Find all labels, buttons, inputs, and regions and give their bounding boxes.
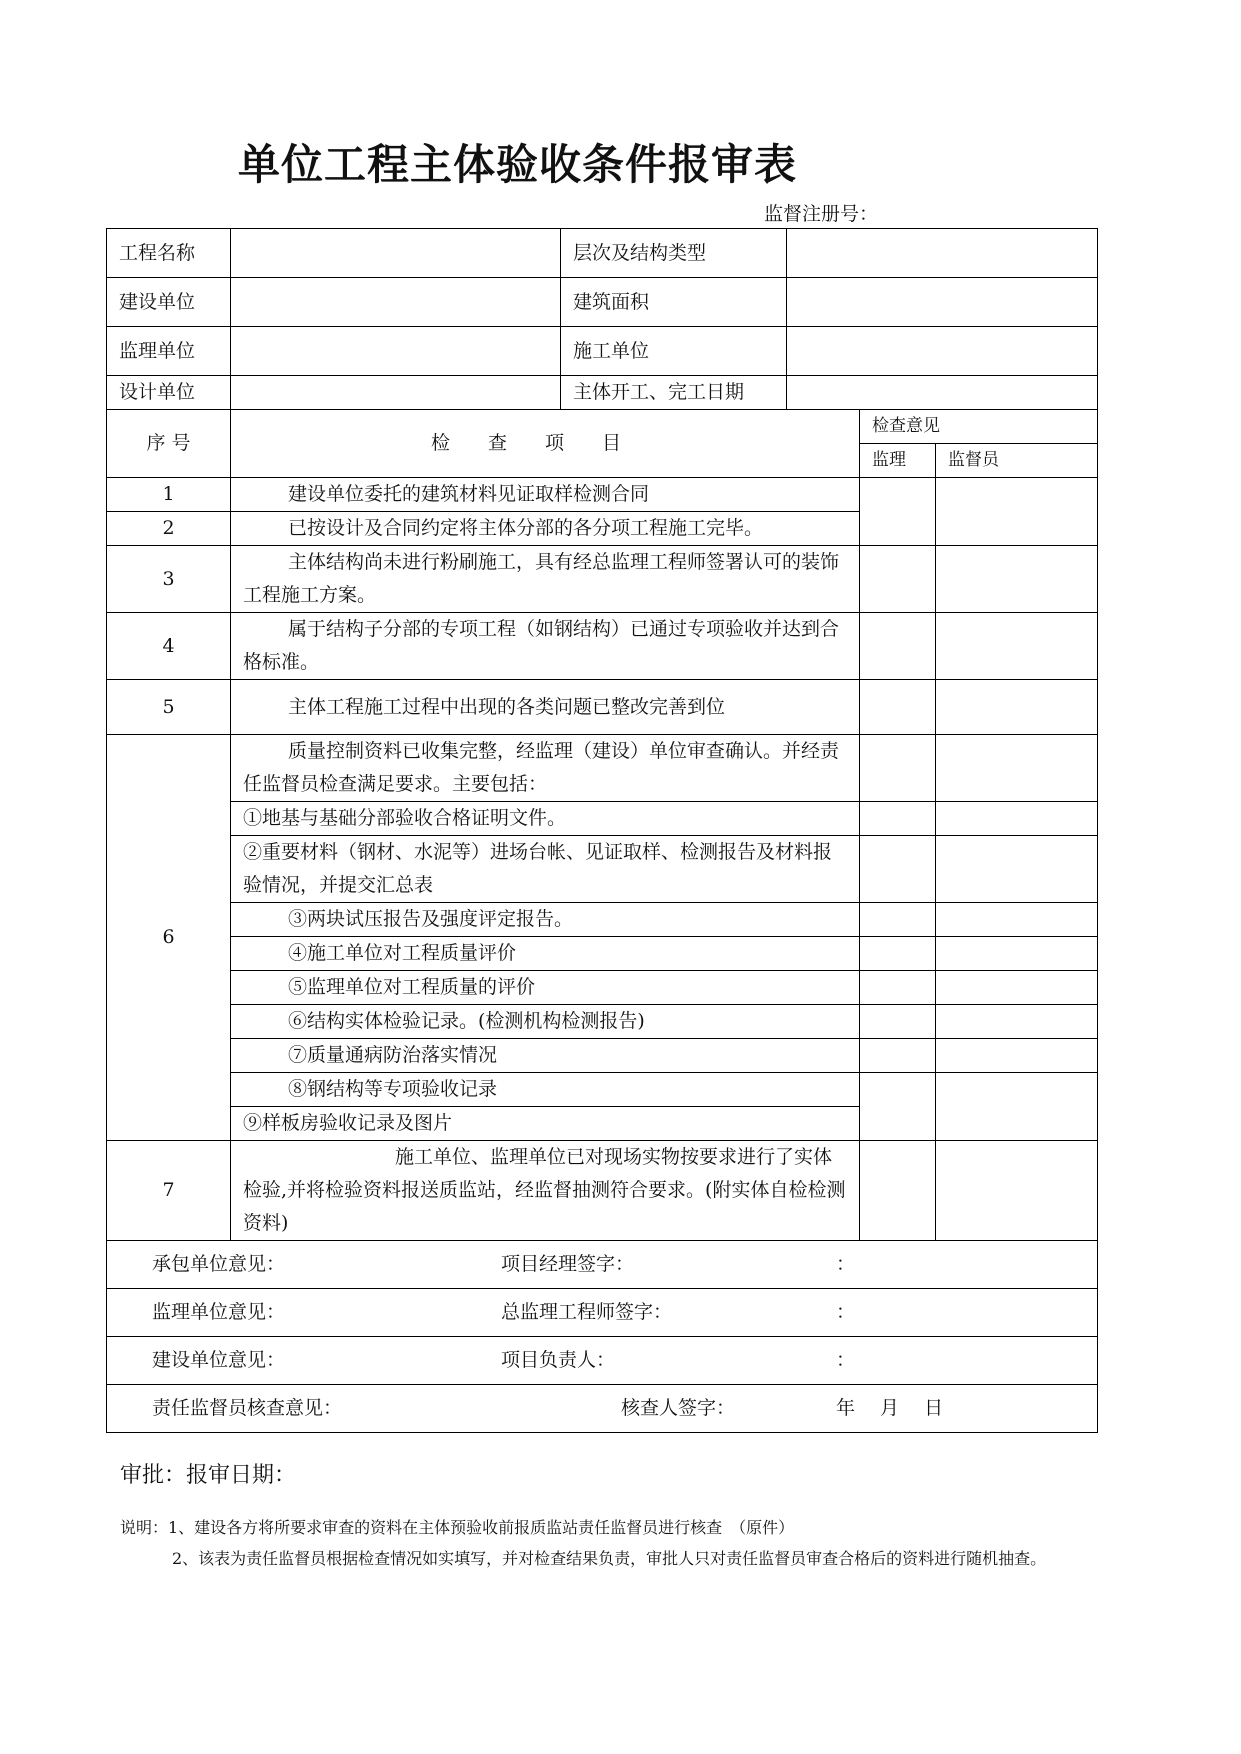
info-label-project-name: 工程名称	[107, 229, 231, 278]
supervisor-opinion-cell[interactable]	[860, 478, 936, 546]
item-text: 主体结构尚未进行粉刷施工，具有经总监理工程师签署认可的装饰工程施工方案。	[231, 546, 860, 613]
item-text: 施工单位、监理单位已对现场实物按要求进行了实体检验,并将检验资料报送质监站，经监督抽测符合要求。(附实体自检检测资料)	[231, 1141, 860, 1241]
subitem-text: ⑤监理单位对工程质量的评价	[231, 971, 860, 1005]
supervisor-opinion-cell[interactable]	[860, 903, 936, 937]
subitem-row	[107, 1005, 1098, 1039]
inspector-opinion-cell[interactable]	[936, 1141, 1098, 1241]
opinion-cell[interactable]	[107, 1337, 1098, 1385]
table-row	[107, 613, 1098, 680]
inspector-opinion-cell[interactable]	[936, 613, 1098, 680]
inspector-opinion-cell[interactable]	[936, 1073, 1098, 1141]
inspector-opinion-cell[interactable]	[936, 937, 1098, 971]
info-label-dates: 主体开工、完工日期	[561, 376, 787, 410]
subitem-text: ①地基与基础分部验收合格证明文件。	[231, 802, 860, 836]
signature-label: 总监理工程师签字：	[501, 1301, 673, 1323]
note-2: 2、该表为责任监督员根据检查情况如实填写，并对检查结果负责，审批人只对责任监督员审查合格后的资料进行随机抽查。	[172, 1549, 1047, 1568]
item-text: 主体工程施工过程中出现的各类问题已整改完善到位	[231, 680, 860, 735]
info-row-design	[107, 376, 1098, 410]
opinion-cell[interactable]	[107, 1241, 1098, 1289]
info-value-dates[interactable]	[787, 376, 1098, 410]
item-number: 1	[107, 478, 231, 512]
header-check-items	[231, 410, 860, 478]
opinion-row-inspector	[107, 1385, 1098, 1433]
subitem-text: ③两块试压报告及强度评定报告。	[231, 903, 860, 937]
opinion-row-contractor	[107, 1241, 1098, 1289]
subitem-text: ⑨样板房验收记录及图片	[231, 1107, 860, 1141]
opinion-row-supervisor	[107, 1289, 1098, 1337]
info-label-owner: 建设单位	[107, 278, 231, 327]
subitem-row	[107, 1039, 1098, 1073]
info-row-project	[107, 229, 1098, 278]
supervisor-opinion-cell[interactable]	[860, 735, 936, 802]
item-number: 4	[107, 613, 231, 680]
table-row	[107, 680, 1098, 735]
item-text: 建设单位委托的建筑材料见证取样检测合同	[231, 478, 860, 512]
inspector-opinion-cell[interactable]	[936, 971, 1098, 1005]
header-seq: 序 号	[107, 410, 231, 478]
inspector-opinion-cell[interactable]	[936, 903, 1098, 937]
item-text: 已按设计及合同约定将主体分部的各分项工程施工完毕。	[231, 512, 860, 546]
info-value-floor-area[interactable]	[787, 278, 1098, 327]
subitem-text: ④施工单位对工程质量评价	[231, 937, 860, 971]
opinion-label: 责任监督员核查意见：	[152, 1397, 343, 1419]
subitem-row	[107, 903, 1098, 937]
inspector-opinion-cell[interactable]	[936, 680, 1098, 735]
opinion-cell[interactable]	[107, 1385, 1098, 1433]
signature-tail: ：	[836, 1349, 856, 1371]
info-value-contractor[interactable]	[787, 327, 1098, 376]
subitem-text: ②重要材料（钢材、水泥等）进场台帐、见证取样、检测报告及材料报验情况，并提交汇总表	[231, 836, 860, 903]
info-value-supervisor-unit[interactable]	[231, 327, 561, 376]
subitem-text: ⑥结构实体检验记录。(检测机构检测报告)	[231, 1005, 860, 1039]
inspection-form-table	[106, 228, 1098, 1433]
opinion-label: 建设单位意见：	[152, 1349, 286, 1371]
item-number: 6	[107, 735, 231, 1141]
supervisor-opinion-cell[interactable]	[860, 1005, 936, 1039]
signature-tail: ：	[836, 1301, 856, 1323]
inspector-opinion-cell[interactable]	[936, 478, 1098, 546]
note-1: 说明：1、建设各方将所要求审查的资料在主体预验收前报质监站责任监督员进行核查 （原件）	[120, 1518, 795, 1537]
info-label-design-unit: 设计单位	[107, 376, 231, 410]
checklist-header-row	[107, 410, 1098, 444]
info-label-supervisor-unit: 监理单位	[107, 327, 231, 376]
item-number: 7	[107, 1141, 231, 1241]
subitem-row	[107, 971, 1098, 1005]
inspector-opinion-cell[interactable]	[936, 802, 1098, 836]
opinion-label: 承包单位意见：	[152, 1253, 286, 1275]
info-label-structure-type: 层次及结构类型	[561, 229, 787, 278]
header-supervisor: 监理	[860, 444, 936, 478]
opinion-cell[interactable]	[107, 1289, 1098, 1337]
inspector-opinion-cell[interactable]	[936, 546, 1098, 613]
supervisor-opinion-cell[interactable]	[860, 971, 936, 1005]
info-row-owner	[107, 278, 1098, 327]
info-row-supervision	[107, 327, 1098, 376]
inspector-opinion-cell[interactable]	[936, 836, 1098, 903]
supervisor-opinion-cell[interactable]	[860, 1141, 936, 1241]
supervisor-opinion-cell[interactable]	[860, 1073, 936, 1141]
subitem-row	[107, 1073, 1098, 1107]
supervisor-opinion-cell[interactable]	[860, 680, 936, 735]
inspector-opinion-cell[interactable]	[936, 1039, 1098, 1073]
info-value-owner[interactable]	[231, 278, 561, 327]
info-value-structure-type[interactable]	[787, 229, 1098, 278]
item-number: 5	[107, 680, 231, 735]
date-label: 年 月 日	[836, 1397, 944, 1419]
table-row	[107, 1141, 1098, 1241]
info-value-project-name[interactable]	[231, 229, 561, 278]
signature-label: 项目经理签字：	[501, 1253, 635, 1275]
header-check-items-label: 检查项目	[430, 432, 659, 454]
item-text: 属于结构子分部的专项工程（如钢结构）已通过专项验收并达到合格标准。	[231, 613, 860, 680]
inspector-opinion-cell[interactable]	[936, 1005, 1098, 1039]
opinion-label: 监理单位意见：	[152, 1301, 286, 1323]
item-number: 3	[107, 546, 231, 613]
header-inspector: 监督员	[936, 444, 1098, 478]
supervisor-opinion-cell[interactable]	[860, 613, 936, 680]
inspector-opinion-cell[interactable]	[936, 735, 1098, 802]
supervisor-opinion-cell[interactable]	[860, 937, 936, 971]
notes-section	[120, 1512, 1125, 1574]
signature-label: 核查人签字：	[621, 1397, 736, 1419]
subitem-row	[107, 937, 1098, 971]
subitem-text: ⑧钢结构等专项验收记录	[231, 1073, 860, 1107]
signature-tail: ：	[836, 1253, 856, 1275]
subitem-row	[107, 836, 1098, 903]
registration-number-label: 监督注册号：	[764, 203, 879, 225]
item-text: 质量控制资料已收集完整，经监理（建设）单位审查确认。并经责任监督员检查满足要求。主要包括：	[231, 735, 860, 802]
approval-date-label: 审批：报审日期：	[120, 1463, 297, 1488]
item-number: 2	[107, 512, 231, 546]
header-opinion: 检查意见	[860, 410, 1098, 444]
supervisor-opinion-cell[interactable]	[860, 802, 936, 836]
table-row	[107, 478, 1098, 512]
form-title: 单位工程主体验收条件报审表	[238, 140, 798, 189]
subitem-text: ⑦质量通病防治落实情况	[231, 1039, 860, 1073]
signature-label: 项目负责人：	[501, 1349, 616, 1371]
supervisor-opinion-cell[interactable]	[860, 1039, 936, 1073]
table-row	[107, 546, 1098, 613]
info-label-floor-area: 建筑面积	[561, 278, 787, 327]
info-label-contractor: 施工单位	[561, 327, 787, 376]
info-value-design-unit[interactable]	[231, 376, 561, 410]
subitem-row	[107, 802, 1098, 836]
supervisor-opinion-cell[interactable]	[860, 546, 936, 613]
supervisor-opinion-cell[interactable]	[860, 836, 936, 903]
opinion-row-owner	[107, 1337, 1098, 1385]
table-row	[107, 735, 1098, 802]
